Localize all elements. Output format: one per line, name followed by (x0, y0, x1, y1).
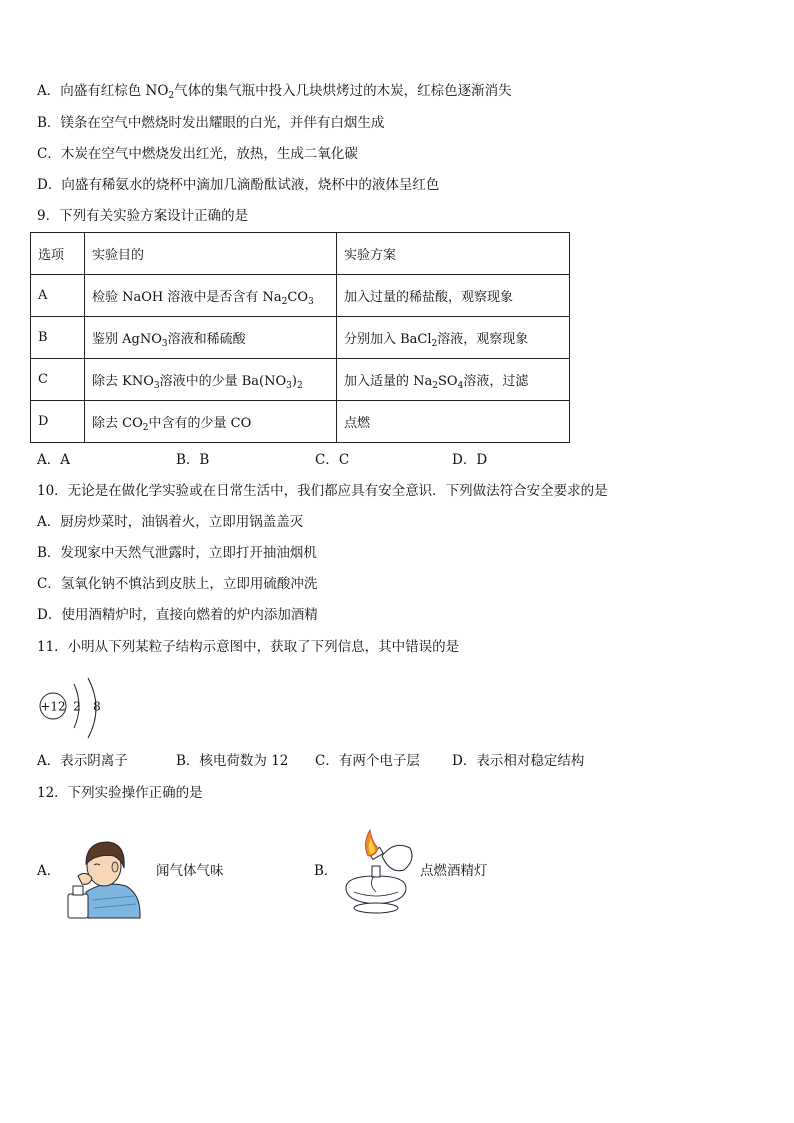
q8-option-a-text-2: 气体的集气瓶中投入几块烘烤过的木炭，红棕色逐渐消失 (174, 83, 512, 99)
q9-option-d: D．D (452, 452, 488, 468)
q9-table (30, 232, 570, 443)
table-cell-purpose: 鉴别 AgNO$_3$溶液和稀硫酸 (85, 317, 337, 359)
table-row (31, 317, 570, 359)
table-cell-option: B (31, 317, 85, 359)
q11-option-d: D．表示相对稳定结构 (452, 753, 585, 769)
q11-option-c: C．有两个电子层 (315, 753, 420, 769)
table-cell-purpose: 除去 $CO_2$中含有的少量 CO (85, 401, 337, 443)
smell-gas-illustration (64, 834, 144, 920)
table-cell-purpose: 除去 $KNO_3$溶液中的少量 $Ba(NO_3)_2$ (85, 359, 337, 401)
table-row (31, 275, 570, 317)
q11-stem: 11．小明从下列某粒子结构示意图中，获取了下列信息，其中错误的是 (37, 639, 460, 655)
q12-option-a-caption: 闻气体气味 (156, 863, 224, 879)
nucleus-charge: +12 (40, 699, 66, 714)
q9-option-b: B．B (176, 452, 210, 468)
q10-option-d: D．使用酒精炉时，直接向燃着的炉内添加酒精 (37, 607, 318, 623)
table-row (31, 401, 570, 443)
table-cell-plan: 加入过量的稀盐酸，观察现象 (337, 275, 570, 317)
q10-option-b: B．发现家中天然气泄露时，立即打开抽油烟机 (37, 545, 317, 561)
table-cell-option: C (31, 359, 85, 401)
table-header-cell: 选项 (31, 233, 85, 275)
q9-option-a: A．A (37, 452, 70, 468)
q8-option-a (37, 82, 512, 100)
q10-option-c: C．氢氧化钠不慎沾到皮肤上，立即用硫酸冲洗 (37, 576, 318, 592)
table-cell-option: A (31, 275, 85, 317)
q12-option-b-caption: 点燃酒精灯 (420, 863, 488, 879)
q10-stem: 10．无论是在做化学实验或在日常生活中，我们都应具有安全意识．下列做法符合安全要求的是 (37, 483, 608, 499)
q8-option-c: C．木炭在空气中燃烧发出红光，放热，生成二氧化碳 (37, 146, 358, 162)
table-cell-plan: 分别加入 BaCl$_2$溶液，观察现象 (337, 317, 570, 359)
q11-option-b: B．核电荷数为 12 (176, 753, 289, 769)
q8-option-a-subscript: 2 (168, 91, 175, 101)
alcohol-lamp-illustration (334, 826, 418, 916)
shell-electron-count: 2 (73, 699, 81, 714)
table-cell-purpose: 检验 NaOH 溶液中是否含有 $Na_2CO_3$ (85, 275, 337, 317)
q11-option-a: A．表示阴离子 (37, 753, 128, 769)
q12-option-b-letter: B． (314, 863, 338, 879)
q8-option-b: B．镁条在空气中燃烧时发出耀眼的白光，并伴有白烟生成 (37, 115, 385, 131)
table-row (31, 359, 570, 401)
table-header-row (31, 233, 570, 275)
q8-option-d: D．向盛有稀氨水的烧杯中滴加几滴酚酞试液，烧杯中的液体呈红色 (37, 177, 440, 193)
q10-option-a: A．厨房炒菜时，油锅着火，立即用锅盖盖灭 (37, 514, 304, 530)
table-header-cell: 实验目的 (85, 233, 337, 275)
table-header-cell: 实验方案 (337, 233, 570, 275)
atom-structure-svg (36, 676, 116, 746)
shell-electron-count: 8 (93, 699, 101, 714)
table-cell-option: D (31, 401, 85, 443)
person-smelling-svg (64, 834, 144, 920)
q12-option-a-letter: A． (37, 863, 61, 879)
table-cell-plan: 加入适量的 $Na_2SO_4$溶液，过滤 (337, 359, 570, 401)
q12-stem: 12．下列实验操作正确的是 (37, 785, 203, 801)
q9-stem: 9．下列有关实验方案设计正确的是 (37, 208, 249, 224)
q8-option-a-text: A．向盛有红棕色 NO (37, 83, 169, 99)
atom-structure-diagram (36, 676, 116, 746)
q9-option-c: C．C (315, 452, 350, 468)
table-cell-plan: 点燃 (337, 401, 570, 443)
lighting-lamp-svg (334, 826, 418, 916)
